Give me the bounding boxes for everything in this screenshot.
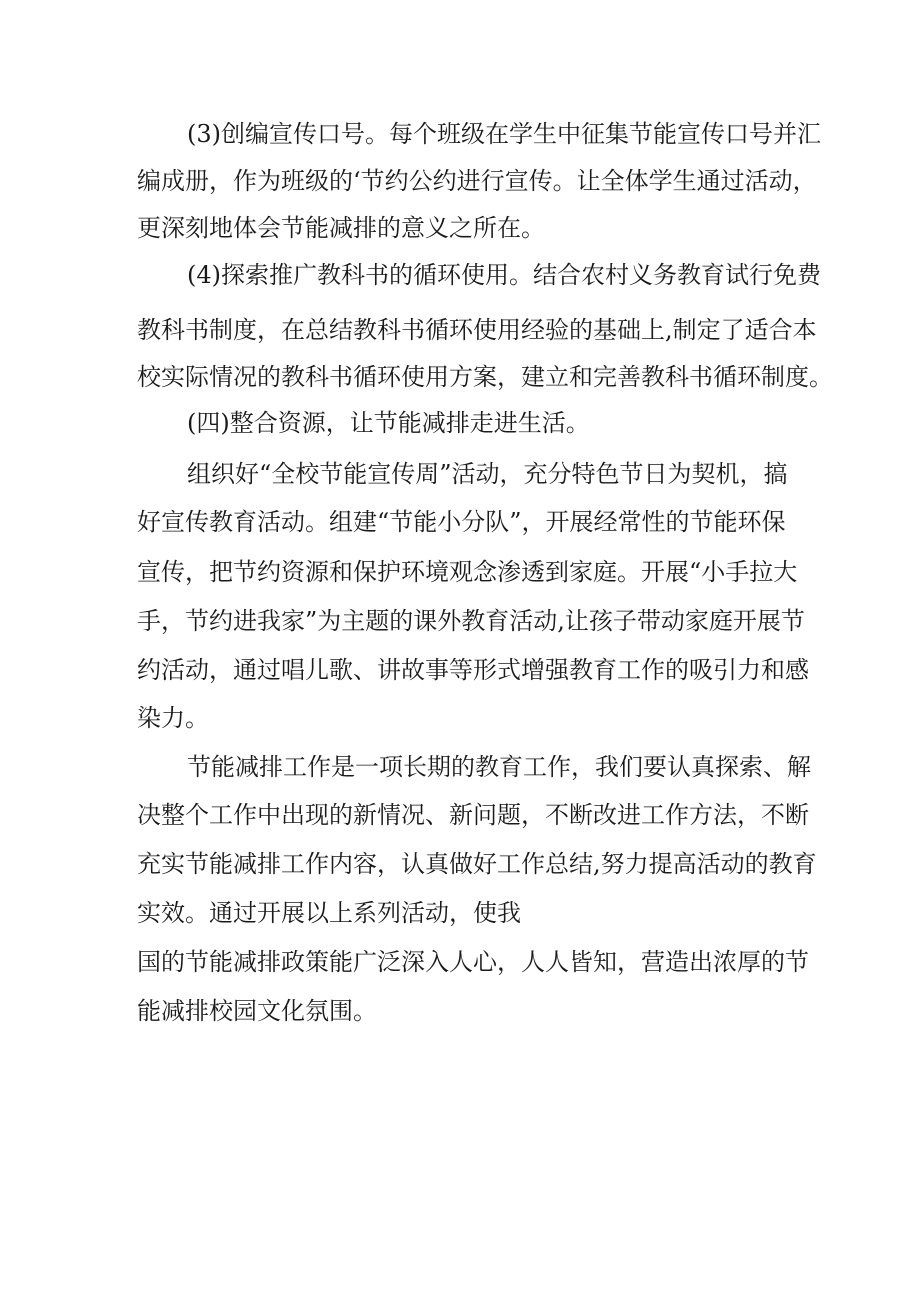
text-line-16: 充实节能减排工作内容，认真做好工作总结,努力提高活动的教育 — [137, 850, 817, 878]
text-line-2: 编成册，作为班级的‘节约公约进行宣传。让全体学生通过活动， — [137, 167, 817, 195]
text-line-13: 染力。 — [137, 704, 209, 732]
text-line-11: 手，节约进我家”为主题的课外教育活动,让孩子带动家庭开展节 — [137, 607, 805, 635]
text-line-19: 能减排校园文化氛围。 — [137, 997, 377, 1025]
text-line-8: 组织好“全校节能宣传周”活动，充分特色节日为契机，搞 — [187, 460, 788, 488]
text-line-1: (3)创编宣传口号。每个班级在学生中征集节能宣传口号并汇 — [187, 120, 821, 148]
text-line-7: (四)整合资源，让节能减排走进生活。 — [187, 409, 590, 437]
text-line-12: 约活动，通过唱儿歌、讲故事等形式增强教育工作的吸引力和感 — [137, 656, 809, 684]
text-line-15: 决整个工作中出现的新情况、新问题，不断改进工作方法，不断 — [137, 801, 809, 829]
text-line-5: 教科书制度，在总结教科书循环使用经验的基础上,制定了适合本 — [137, 316, 817, 344]
text-line-18: 国的节能减排政策能广泛深入人心，人人皆知，营造出浓厚的节 — [137, 948, 809, 976]
text-line-4: (4)探索推广教科书的循环使用。结合农村义务教育试行免费 — [187, 261, 821, 289]
text-line-14: 节能减排工作是一项长期的教育工作，我们要认真探索、解 — [187, 753, 811, 781]
text-line-3: 更深刻地体会节能减排的意义之所在。 — [137, 214, 545, 242]
text-line-6: 校实际情况的教科书循环使用方案，建立和完善教科书循环制度。 — [137, 363, 833, 391]
text-line-10: 宣传，把节约资源和保护环境观念渗透到家庭。开展“小手拉大 — [137, 558, 798, 586]
text-line-9: 好宣传教育活动。组建“节能小分队”，开展经常性的节能环保 — [137, 508, 786, 536]
text-line-17: 实效。通过开展以上系列活动，使我 — [137, 899, 521, 927]
